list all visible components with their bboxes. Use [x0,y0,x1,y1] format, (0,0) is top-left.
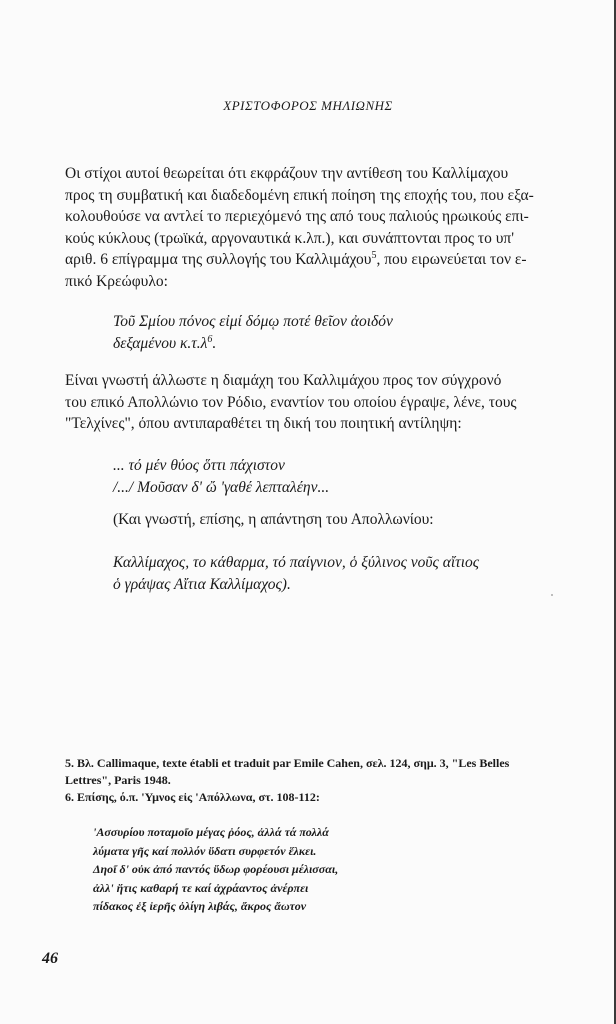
verse-line: Τοῦ Σμίου πόνος εἰμί δόμῳ ποτέ θεῖον ἀοιδόν [113,313,393,330]
running-header: ΧΡΙΣΤΟΦΟΡΟΣ ΜΗΛΙΩΝΗΣ [223,98,393,113]
verse-line: ... τό μέν θύος ὅττι πάχιστον [113,457,285,474]
footnote-line: 5. Βλ. Callimaque, texte établi et traduit par Emile Cahen, σελ. 124, σημ. 3, "Les Belles [65,756,510,770]
verse-line: /.../ Μοῦσαν δ' ὤ 'γαθέ λεπταλέην... [113,478,330,496]
paragraph-1 [65,163,567,292]
paragraph-line: Οι στίχοι αυτοί θεωρείται ότι εκφράζουν την αντίθεση του Καλλίμαχου [65,165,509,182]
verse-quote-1 [113,311,393,354]
footnote-verse-line: 'Ασσυρίου ποταμοῖο μέγας ῥόος, ἀλλά τά πολλά [93,825,329,839]
verse-tail: . [212,334,217,352]
footnote-verse-line: Δηοῖ δ' οὐκ ἀπό παντός ὕδωρ φορέουσι μέλισσαι, [93,862,339,876]
page-number: 46 [42,950,58,967]
paragraph-line: Είναι γνωστή άλλωστε η διαμάχη του Καλλιμάχου προς τον σύγχρονό [65,372,502,389]
paragraph-line: κούς κύκλους (τρωϊκά, αργοναυτικά κ.λπ.), και συνάπτονται προς το υπ' [65,229,515,247]
paragraph-line: κολουθούσε να αντλεί το περιεχόμενό της από τους παλιούς ηρωικούς επι- [65,208,529,225]
footnote-line: Lettres", Paris 1948. [65,773,171,787]
footnote-verse-line: πίδακος ἐξ ἱερῆς ὀλίγη λιβάς, ἄκρος ἄωτον [93,899,307,913]
footnote-5 [65,755,575,789]
footnote-verse-line: λύματα γῆς καί πολλόν ὕδατι συρφετόν ἕλκει. [93,843,317,858]
paragraph-line: πικό Κρεώφυλο: [65,272,168,290]
verse-line: ὁ γράψας Αἴτια Καλλίμαχος). [113,575,291,593]
paragraph-line: "Τελχίνες", όπου αντιπαραθέτει τη δική του ποιητική αντίληψη: [65,415,462,432]
verse-quote-2 [113,455,329,498]
paragraph-line: προς τη συμβατική και διαδεδομένη επική ποίηση της εποχής του, που εξα- [65,186,534,204]
footnote-ref-6: 6 [207,333,213,345]
stray-mark [551,594,553,596]
verse-text: δεξαμένου κ.τ.λ [113,334,208,352]
paragraph-2 [65,370,567,435]
verse-line: Καλλίμαχος, το κάθαρμα, τό παίγνιον, ὁ ξύλινος νοῦς αἴτιος [113,554,480,571]
footnote-verse-line: ἀλλ' ἥτις καθαρή τε καί ἀχράαντος ἀνέρπει [93,880,309,895]
paragraph-3: (Και γνωστή, επίσης, η απάντηση του Απολλωνίου: [113,511,434,528]
footnote-ref-5: 5 [371,249,377,261]
verse-line [113,333,393,355]
verse-quote-3 [113,552,479,595]
footnote-verse [93,823,338,916]
footnote-6: 6. Επίσης, ό.π. 'Υμνος εἰς 'Απόλλωνα, στ. 108-112: [65,790,320,804]
paragraph-line [65,249,567,271]
paragraph-text: , που ειρωνεύεται τον ε- [376,251,527,268]
paragraph-line: του επικό Απολλώνιο τον Ρόδιο, εναντίον του οποίου έγραψε, λένε, τους [65,393,517,411]
paragraph-text: αριθ. 6 επίγραμμα της συλλογής του Καλλιμάχου [65,251,372,268]
